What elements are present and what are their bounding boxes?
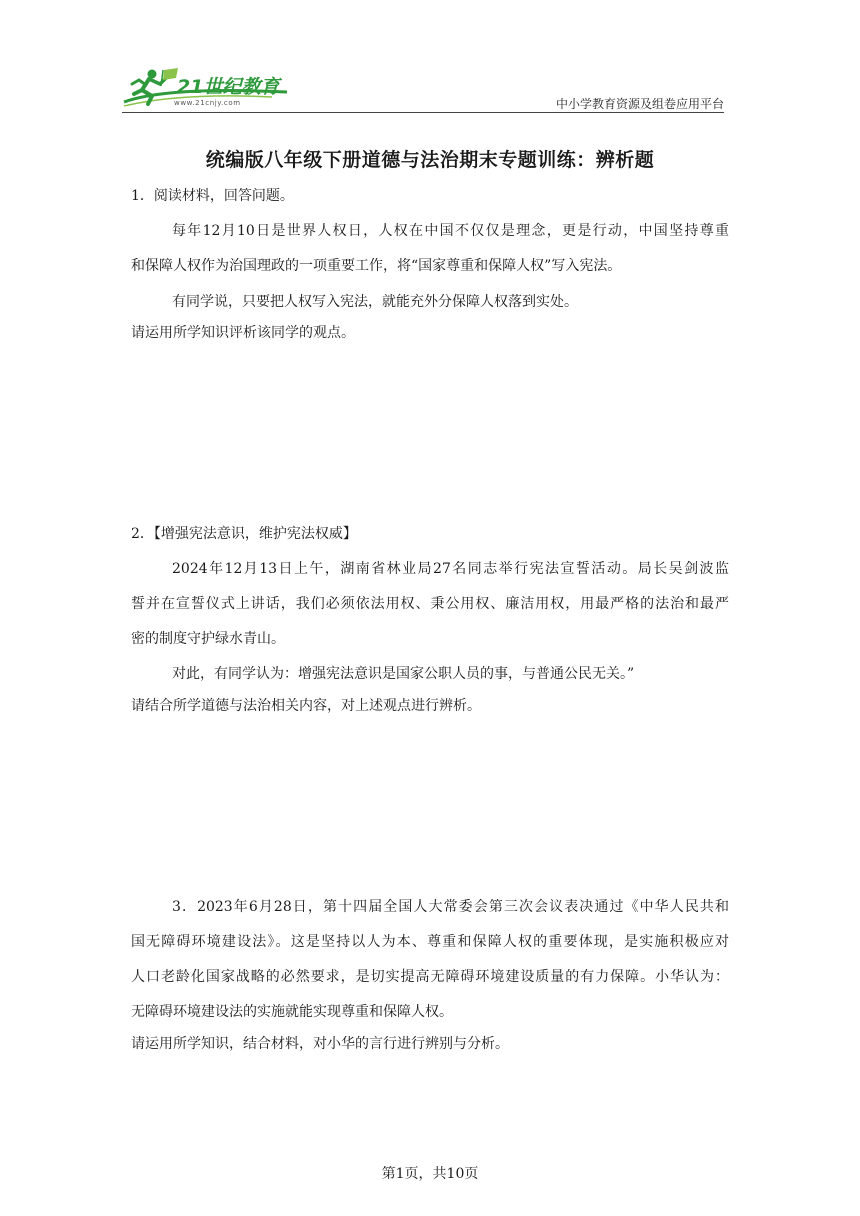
document-title: 统编版八年级下册道德与法治期末专题训练：辨析题 [205, 149, 655, 171]
question-3-material-line: 无障碍环境建设法的实施就能实现尊重和保障人权。 [131, 1004, 453, 1020]
question-3-material-line: 国无障碍环境建设法》。这是坚持以人为本、尊重和保障人权的重要体现，是实施积极应对 [131, 934, 729, 950]
site-logo[interactable] [122, 66, 292, 112]
platform-name: 中小学教育资源及组卷应用平台 [555, 97, 724, 111]
question-1-material-line: 和保障人权作为治国理政的一项重要工作，将“国家尊重和保障人权”写入宪法。 [131, 258, 622, 274]
question-2-statement: 对此，有同学认为：增强宪法意识是国家公职人员的事，与普通公民无关。” [172, 666, 635, 682]
question-1-material-line: 每年12月10日是世界人权日，人权在中国不仅仅是理念，更是行动，中国坚持尊重 [172, 223, 729, 239]
question-1-prompt: 1．阅读材料，回答问题。 [131, 188, 294, 204]
question-1-task: 请运用所学知识评析该同学的观点。 [131, 325, 355, 341]
page-footer: 第1页，共10页 [381, 1166, 479, 1182]
question-2-material-line: 誓并在宣誓仪式上讲话，我们必须依法用权、秉公用权、廉洁用权，用最严格的法治和最严 [131, 596, 729, 612]
page-header [122, 66, 724, 112]
question-2-task: 请结合所学道德与法治相关内容，对上述观点进行辨析。 [131, 698, 481, 714]
question-3-material-line: 人口老龄化国家战略的必然要求，是切实提高无障碍环境建设质量的有力保障。小华认为： [131, 969, 729, 985]
logo-text: 21世纪教育 [177, 76, 280, 98]
question-2-material-line: 2024年12月13日上午，湖南省林业局27名同志举行宪法宣誓活动。局长吴剑波监 [172, 561, 729, 577]
question-1-statement: 有同学说，只要把人权写入宪法，就能充外分保障人权落到实处。 [172, 294, 578, 310]
question-3-material-line: 3．2023年6月28日，第十四届全国人大常委会第三次会议表决通过《中华人民共和 [172, 899, 729, 915]
question-2-material-line: 密的制度守护绿水青山。 [131, 631, 285, 647]
question-2-prompt: 2．【增强宪法意识，维护宪法权威】 [131, 526, 357, 542]
header-divider [122, 112, 724, 113]
question-3-task: 请运用所学知识，结合材料，对小华的言行进行辨别与分析。 [131, 1036, 509, 1052]
logo-url: www.21cnjy.com [174, 99, 241, 107]
